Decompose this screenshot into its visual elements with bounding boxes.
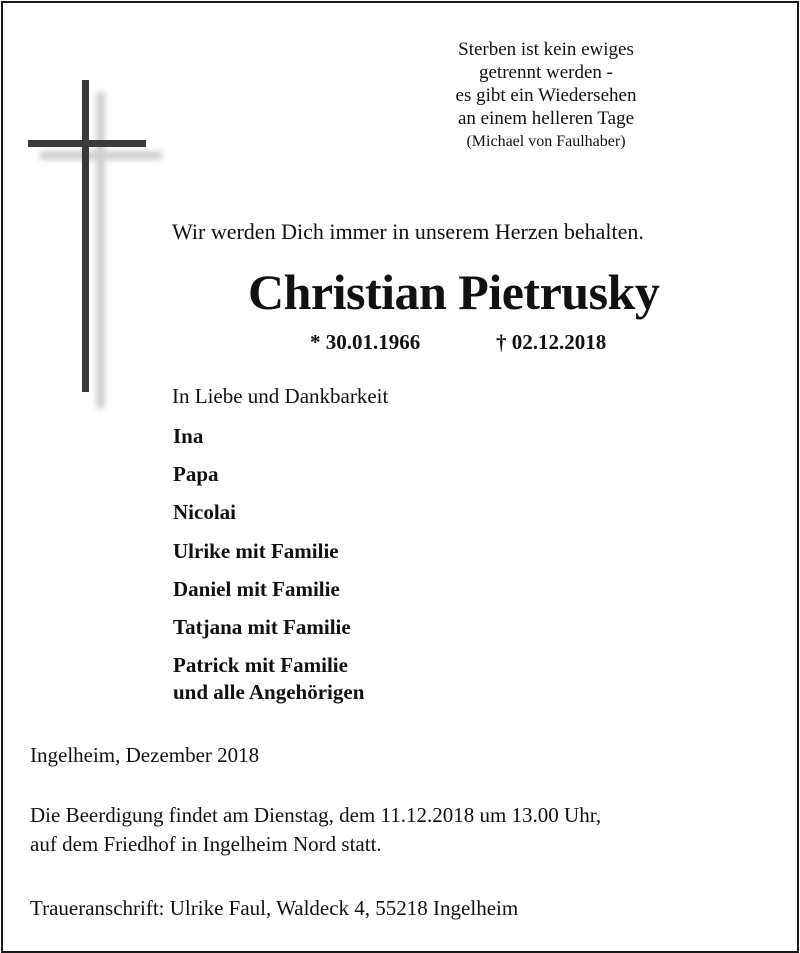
funeral-line: Die Beerdigung findet am Dienstag, dem 11.12.2018 um 13.00 Uhr, <box>30 803 602 827</box>
quote-line: an einem helleren Tage <box>457 108 635 129</box>
funeral-line: auf dem Friedhof in Ingelheim Nord statt. <box>30 832 382 856</box>
farewell-text: Wir werden Dich immer in unserem Herzen behalten. <box>172 219 644 244</box>
mourner-item: Ulrike mit Familie <box>173 538 339 563</box>
mourner-item: Nicolai <box>173 500 236 525</box>
memorial-quote <box>416 38 676 154</box>
quote-author: (Michael von Faulhaber) <box>466 133 626 150</box>
death-date: † 02.12.2018 <box>496 330 607 354</box>
quote-line: Sterben ist kein ewiges <box>458 39 634 60</box>
mourners-intro: In Liebe und Dankbarkeit <box>172 384 389 408</box>
mourner-item: und alle Angehörigen <box>173 680 365 705</box>
deceased-name: Christian Pietrusky <box>248 264 660 320</box>
mourner-item: Daniel mit Familie <box>173 576 340 601</box>
place-date: Ingelheim, Dezember 2018 <box>30 743 260 767</box>
mourner-group <box>173 652 364 706</box>
birth-date: * 30.01.1966 <box>310 330 421 354</box>
mourner-item: Tatjana mit Familie <box>173 614 351 639</box>
mourner-item: Ina <box>173 424 204 448</box>
funeral-info <box>30 801 601 859</box>
mourner-item: Papa <box>173 462 219 487</box>
quote-line: es gibt ein Wiedersehen <box>455 85 637 106</box>
mourner-item: Patrick mit Familie <box>173 653 348 678</box>
condolence-address: Traueranschrift: Ulrike Faul, Waldeck 4, 55218 Ingelheim <box>30 896 519 920</box>
mourners-list <box>173 423 364 706</box>
quote-line: getrennt werden - <box>479 62 613 83</box>
